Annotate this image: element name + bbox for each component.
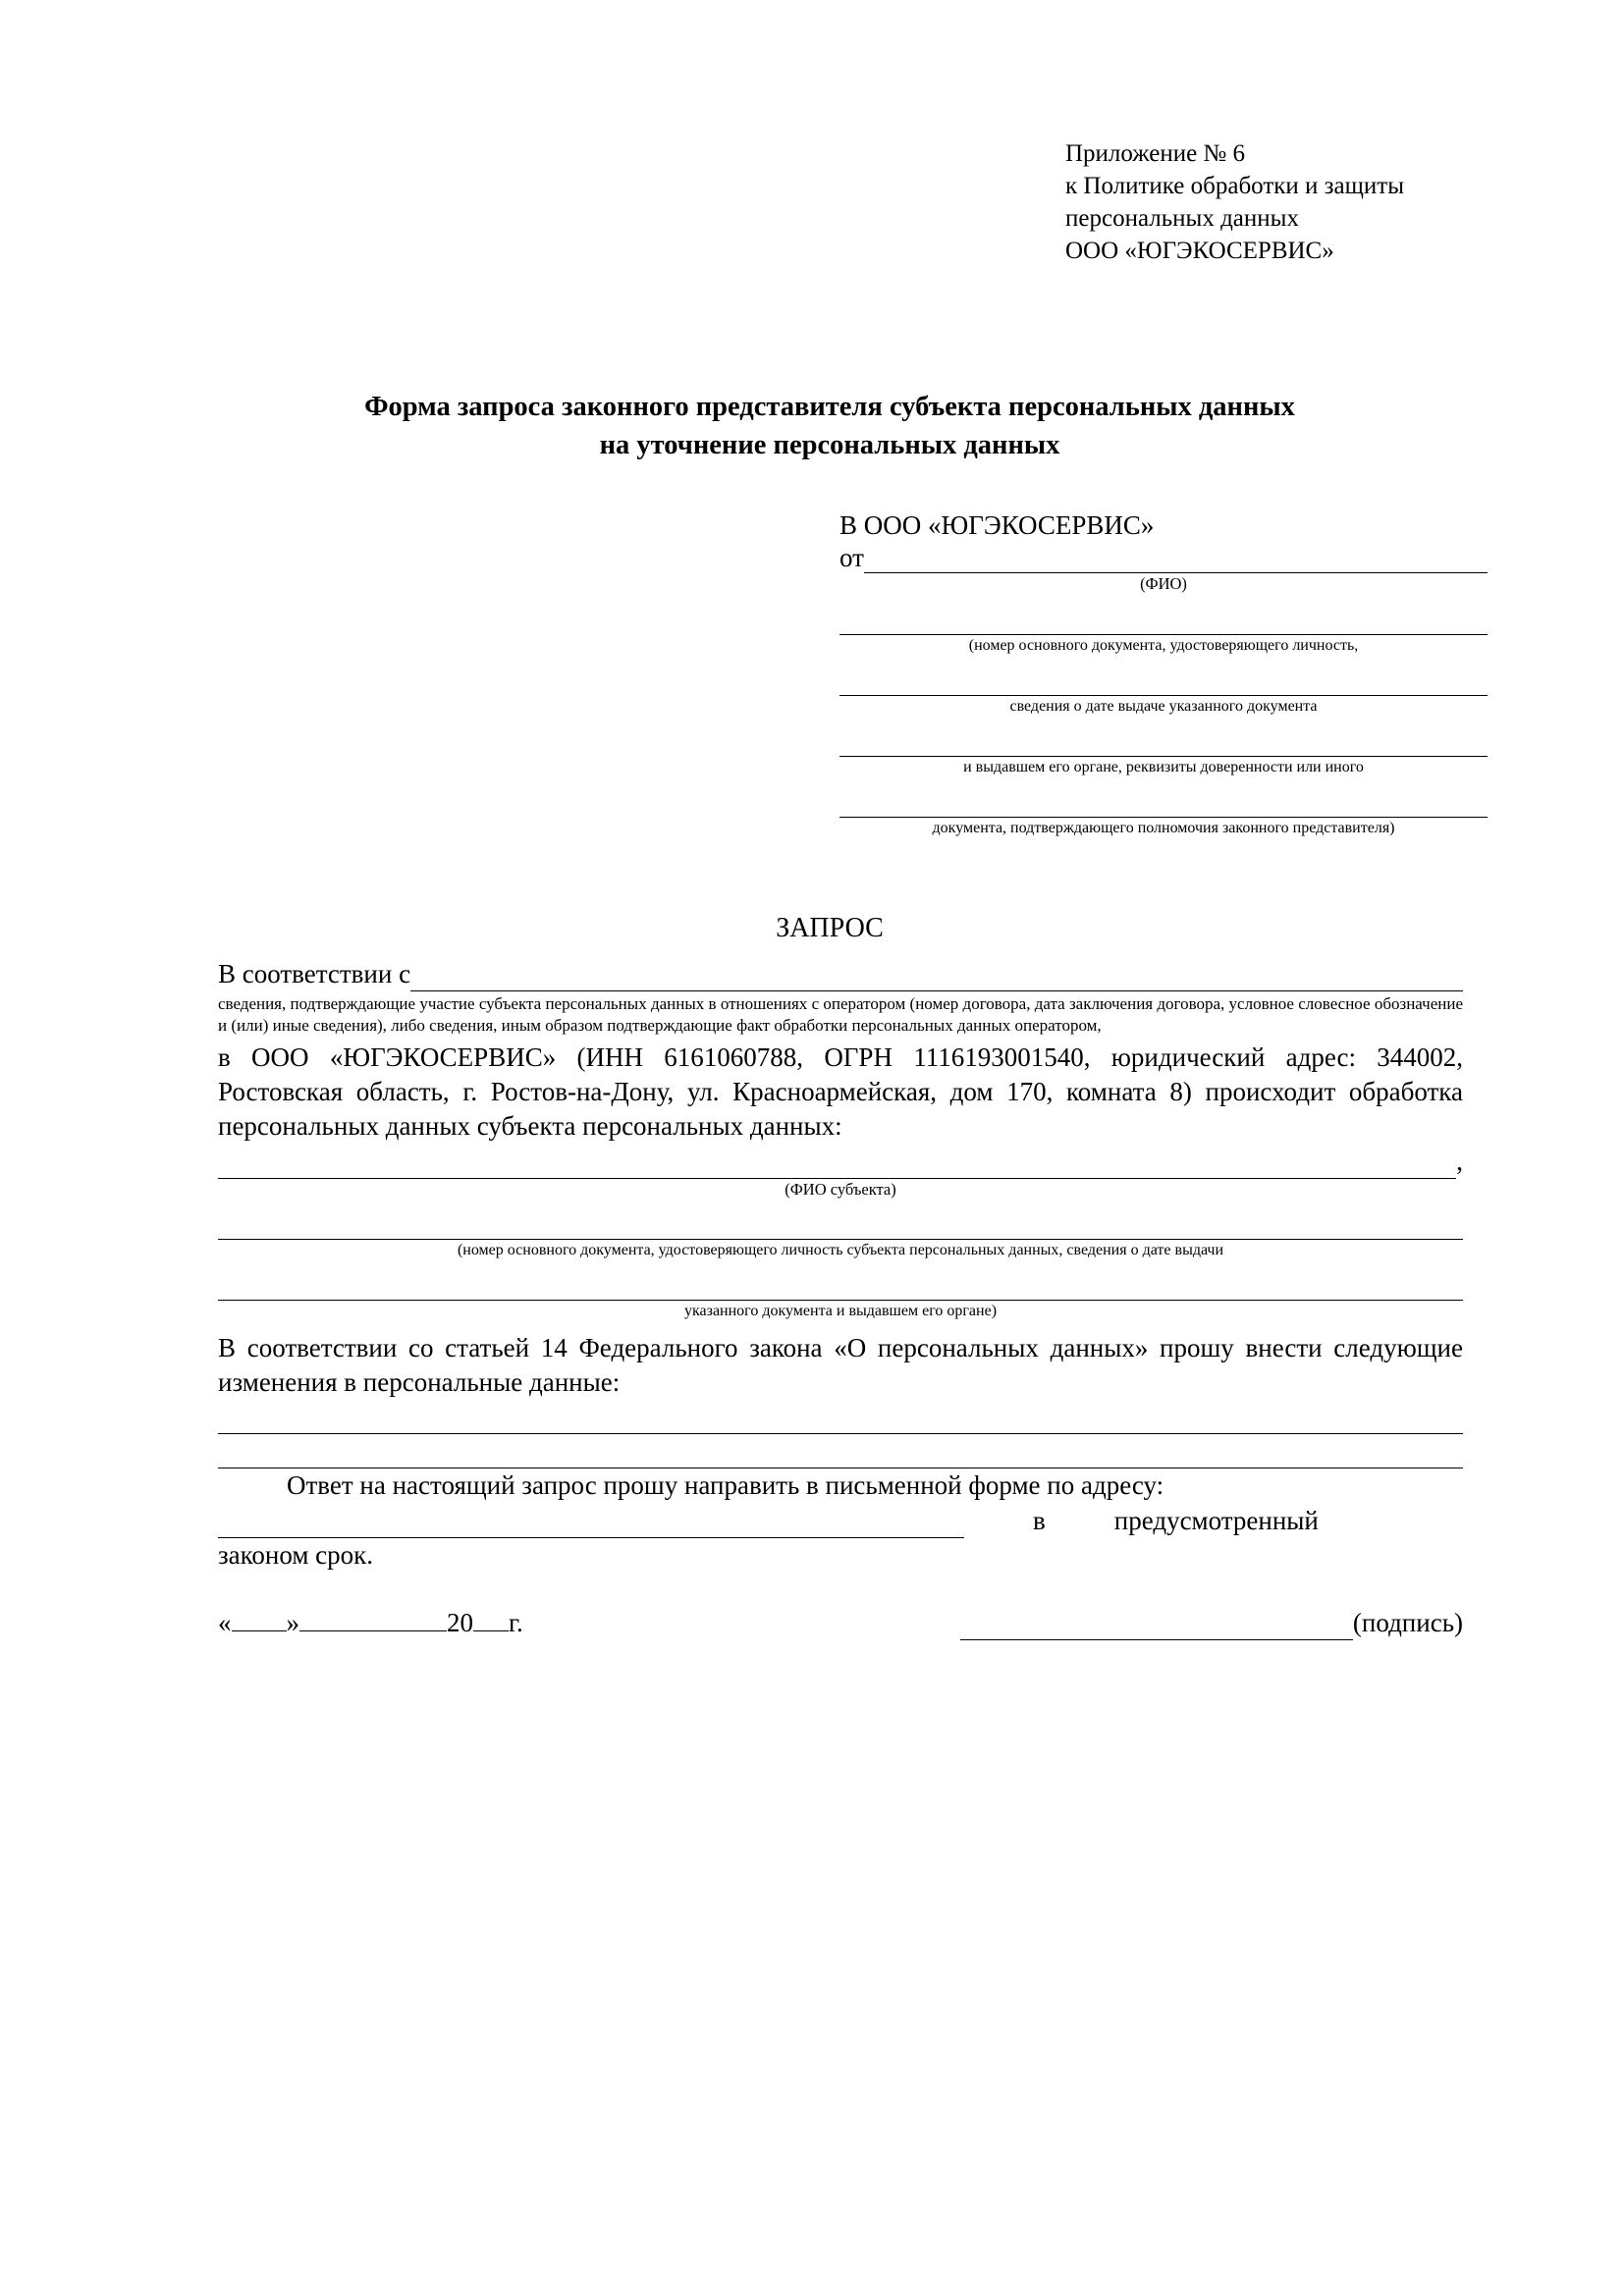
- answer-tail-1: в: [1033, 1505, 1046, 1535]
- representative-doc-input-1[interactable]: [839, 605, 1488, 635]
- page-title-line-1: Форма запроса законного представителя субъекта персональных данных: [364, 392, 1295, 422]
- caption-subject-fio: (ФИО субъекта): [785, 1179, 896, 1199]
- signature-label: (подпись): [1352, 1607, 1463, 1637]
- answer-tail-3: законом срок.: [218, 1539, 374, 1570]
- section-heading-request: ЗАПРОС: [776, 913, 884, 943]
- subject-fio-comma: ,: [1456, 1146, 1463, 1176]
- appendix-header: [1065, 137, 1478, 267]
- changes-input-1[interactable]: [218, 1400, 1463, 1434]
- signature-field: [960, 1606, 1463, 1640]
- changes-input-2[interactable]: [218, 1434, 1463, 1468]
- appendix-policy-line-2: персональных данных: [1065, 205, 1299, 232]
- caption-doc-2: сведения о дате выдаче указанного документа: [1009, 697, 1318, 715]
- note-basis: сведения, подтверждающие участие субъекта персональных данных в отношениях с оператором (номер договора, дата заключения договора, условное словесное обозначение и (или) иные сведения), либо сведения, иным образом подтверждающие факт обработки персональных данных оператором,: [218, 994, 1463, 1036]
- subject-doc-input-2[interactable]: [218, 1270, 1463, 1301]
- basis-field-row: [218, 957, 1463, 991]
- basis-label: В соответствии с: [218, 959, 411, 988]
- caption-subject-doc-1: (номер основного документа, удостоверяющего личность субъекта персональных данных, сведения о дате выдачи: [457, 1242, 1224, 1259]
- page-title: [196, 388, 1463, 465]
- caption-doc-3: и выдавшем его органе, реквизиты доверенности или иного: [963, 758, 1364, 775]
- from-field-row: [839, 543, 1488, 573]
- appendix-company: ООО «ЮГЭКОСЕРВИС»: [1065, 238, 1334, 264]
- caption-fio: (ФИО): [1140, 574, 1187, 593]
- answer-paragraph: Ответ на настоящий запрос прошу направить в письменной форме по адресу:: [287, 1470, 1164, 1501]
- caption-doc-4: документа, подтверждающего полномочия законного представителя): [932, 819, 1395, 836]
- addressee-block: [839, 510, 1488, 848]
- signature-input[interactable]: [960, 1614, 1353, 1640]
- operator-paragraph: в ООО «ЮГЭКОСЕРВИС» (ИНН 6161060788, ОГРН 1116193001540, юридический адрес: 344002, Ростовская область, г. Ростов-на-Дону, ул. Красноармейская, дом 170, комната 8) происходит обработка персональных данных субъекта персональных данных:: [218, 1042, 1463, 1142]
- signature-row: [218, 1606, 1463, 1640]
- from-label: от: [839, 543, 864, 572]
- caption-doc-1: (номер основного документа, удостоверяющего личность,: [968, 636, 1359, 654]
- subject-fio-input[interactable]: [218, 1150, 1456, 1179]
- answer-address-input[interactable]: [218, 1510, 964, 1538]
- answer-address-row: [218, 1504, 1463, 1538]
- date-month-input[interactable]: [299, 1609, 447, 1631]
- answer-tail-2: предусмотренный: [1113, 1505, 1319, 1535]
- subject-doc-input-1[interactable]: [218, 1209, 1463, 1240]
- date-day-input[interactable]: [232, 1609, 287, 1631]
- date-year: 20: [447, 1607, 473, 1637]
- subject-fio-row: [218, 1145, 1463, 1179]
- caption-subject-doc-2: указанного документа и выдавшем его органе): [683, 1303, 998, 1320]
- appendix-policy-line-1: к Политике обработки и защиты: [1065, 173, 1405, 199]
- date-suffix: г.: [509, 1607, 523, 1637]
- basis-input[interactable]: [410, 963, 1463, 991]
- representative-doc-input-2[interactable]: [839, 666, 1488, 696]
- representative-doc-input-3[interactable]: [839, 726, 1488, 757]
- representative-doc-input-4[interactable]: [839, 787, 1488, 818]
- date-field[interactable]: [218, 1606, 523, 1640]
- addressee-organization: В ООО «ЮГЭКОСЕРВИС»: [839, 510, 1155, 540]
- appendix-number: Приложение № 6: [1065, 140, 1246, 167]
- page-title-line-2: на уточнение персональных данных: [599, 430, 1060, 461]
- law-paragraph: В соответствии со статьей 14 Федерального закона «О персональных данных» прошу внести следующие изменения в персональные данные:: [218, 1333, 1463, 1398]
- date-quote-close: »: [286, 1607, 299, 1637]
- date-quote-open: «: [218, 1607, 232, 1637]
- date-year-input[interactable]: [473, 1609, 509, 1631]
- document-body: [218, 957, 1463, 1640]
- from-name-input[interactable]: [864, 547, 1488, 573]
